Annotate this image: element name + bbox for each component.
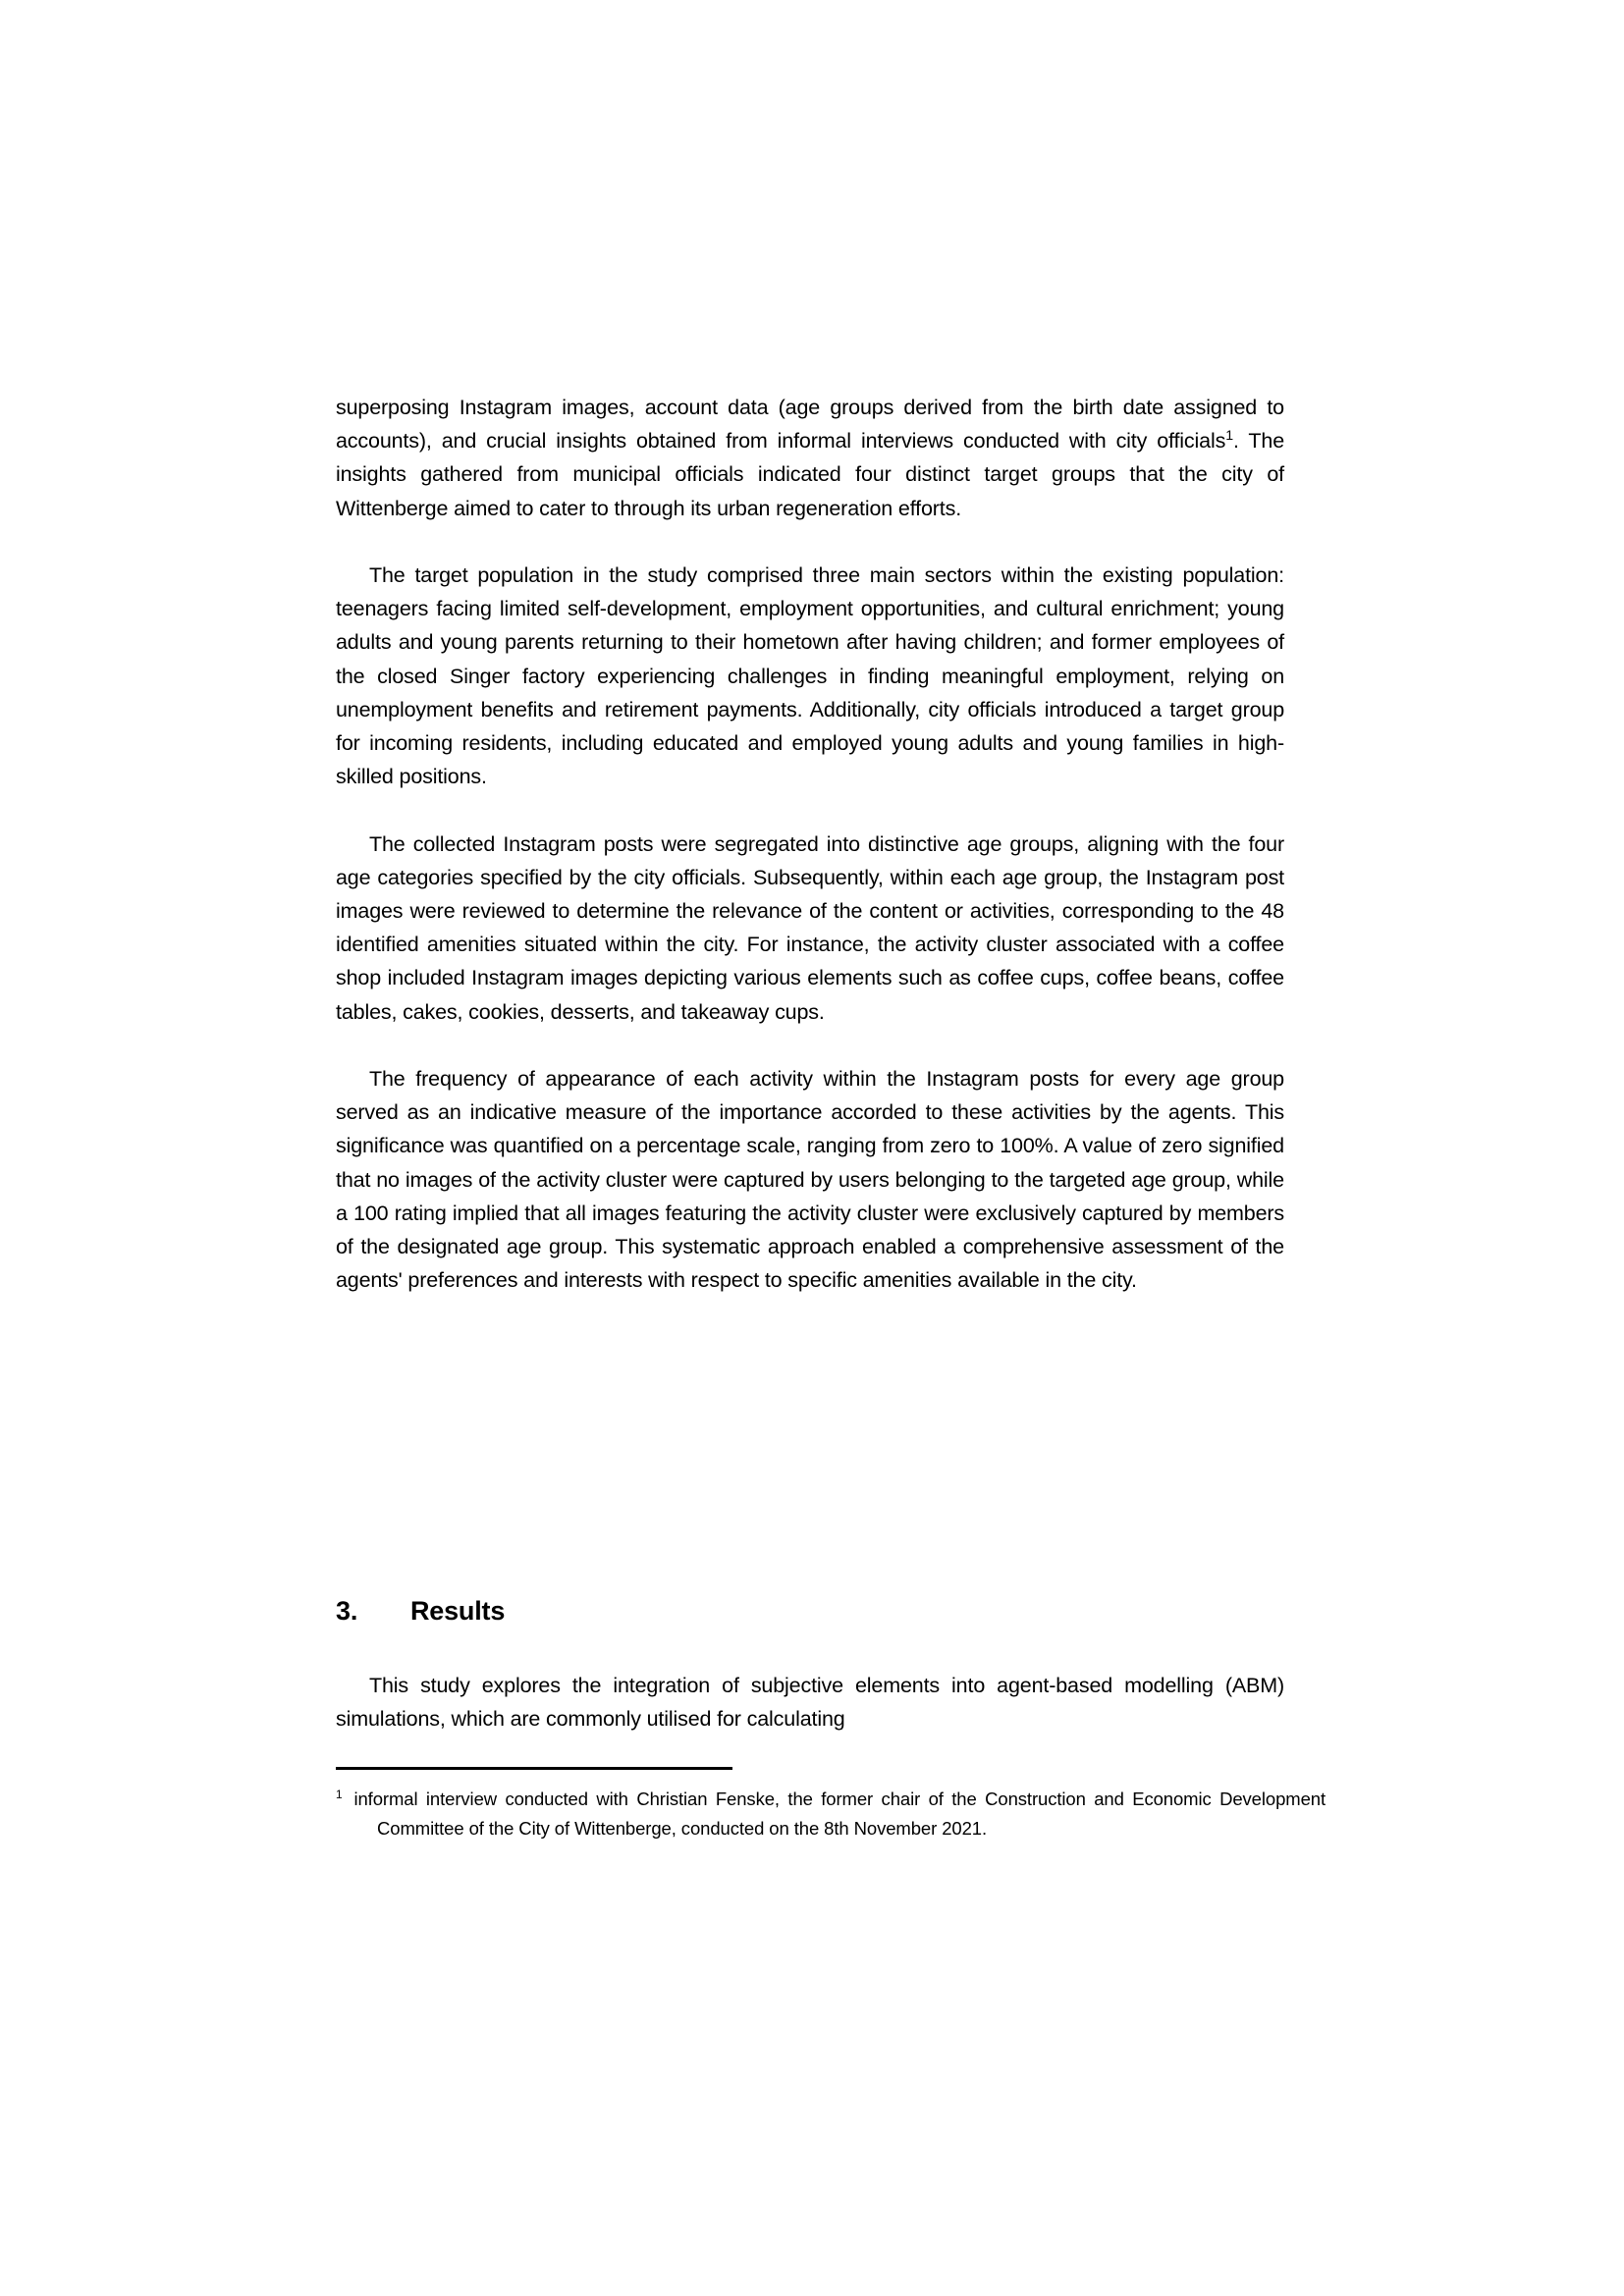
paragraph-text-after-reference: . The insights gathered from municipal officials indicated four distinct target groups that the city of Wittenberge aimed to cater to through its urban regeneration efforts. bbox=[336, 429, 1285, 520]
footnote-text: informal interview conducted with Christian Fenske, the former chair of the Construction and Economic Development Committee of the City of Wittenberge, conducted on the 8th November 2021. bbox=[353, 1789, 1326, 1839]
paragraph-text-before-reference: superposing Instagram images, account data (age groups derived from the birth date assigned to accounts), and crucial insights obtained from informal interviews conducted with city officials bbox=[336, 396, 1284, 454]
footnote-separator-rule bbox=[336, 1767, 732, 1770]
paragraph-target-population: The target population in the study comprised three main sectors within the existing population: teenagers facing limited self-development, employment opportunities, and cultural enrichment; young adults and young parents returning to their hometown after having children; and former employees of the closed Singer factory experiencing challenges in finding meaningful employment, relying on unemployment benefits and retirement payments. Additionally, city officials introduced a target group for incoming residents, including educated and employed young adults and young families in high-skilled positions. bbox=[336, 563, 1284, 789]
section-heading-results bbox=[336, 1596, 1284, 1627]
paragraph-age-groups: The collected Instagram posts were segregated into distinctive age groups, aligning with the four age categories specified by the city officials. Subsequently, within each age group, the Instagram post images were reviewed to determine the relevance of the content or activities, corresponding to the 48 identified amenities situated within the city. For instance, the activity cluster associated with a coffee shop included Instagram images depicting various elements such as coffee cups, coffee beans, coffee tables, cakes, cookies, desserts, and takeaway cups. bbox=[336, 831, 1284, 1024]
paragraph-frequency-measure: The frequency of appearance of each activity within the Instagram posts for every age group served as an indicative measure of the importance accorded to these activities by the agents. This significance was quantified on a percentage scale, ranging from zero to 100%. A value of zero signified that no images of the activity cluster were captured by users belonging to the targeted age group, while a 100 rating implied that all images featuring the activity cluster were exclusively captured by members of the designated age group. This systematic approach enabled a comprehensive assessment of the agents' preferences and interests with respect to specific amenities available in the city. bbox=[336, 1067, 1284, 1293]
body-text-column bbox=[336, 391, 1284, 1297]
footnote-number: 1 bbox=[336, 1787, 343, 1801]
paragraph-results-opening: This study explores the integration of subjective elements into agent-based modelling (ABM) simulations, which are commonly utilised for calculating bbox=[336, 1674, 1284, 1732]
section-title: Results bbox=[410, 1596, 506, 1626]
footnote-entry bbox=[336, 1785, 1326, 1843]
paragraph-methods-continuation bbox=[336, 391, 1284, 525]
section-number: 3. bbox=[336, 1596, 358, 1626]
footnote-reference-marker[interactable]: 1 bbox=[1225, 428, 1233, 445]
